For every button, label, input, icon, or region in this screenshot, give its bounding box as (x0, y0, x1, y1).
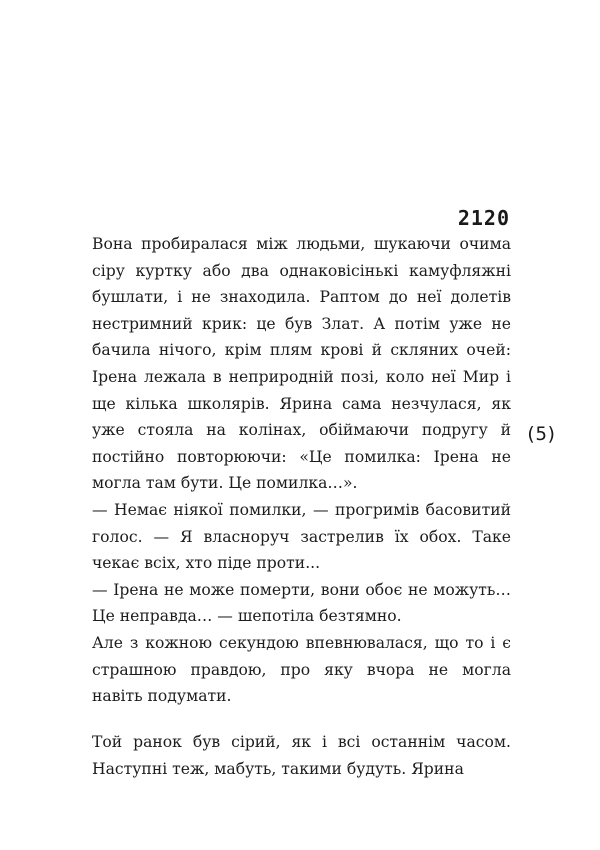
paragraph: — Немає ніякої помилки, — прогримів басовитий голос. — Я власноруч застрелив їх обох. Таке чекає всіх, хто піде проти... (92, 500, 511, 573)
paragraph: Але з кожною секундою впевнювалася, що то і є страшною правдою, про яку вчора не могла навіть подумати. (92, 633, 511, 706)
paragraph: — Ірена не може померти, вони обоє не можуть… Це неправда… — шепотіла безтямно. (92, 580, 511, 626)
chapter-heading: 2120 (457, 206, 510, 230)
text-section-1 (92, 231, 511, 710)
page-number: (5) (525, 423, 557, 445)
text-section-2 (92, 729, 511, 782)
paragraph: Вона пробиралася між людьми, шукаючи очима сіру куртку або два однаковісінькі камуфляжні бушлати, і не знаходила. Раптом до неї долетів нестримний крик: це був Злат. А потім уже не бачила нічого, крім плям крові й скляних очей: Ірена лежала в неприродній позі, коло неї Мир і ще кілька школярів. Ярина сама незчулася, як уже стояла на колінах, обіймаючи подругу й постійно повторюючи: «Це помилка: Ірена не могла там бути. Це помилка…». (92, 235, 511, 493)
paragraph: Той ранок був сірий, як і всі останнім часом. Наступні теж, мабуть, такими будуть. Ярина (92, 733, 511, 778)
